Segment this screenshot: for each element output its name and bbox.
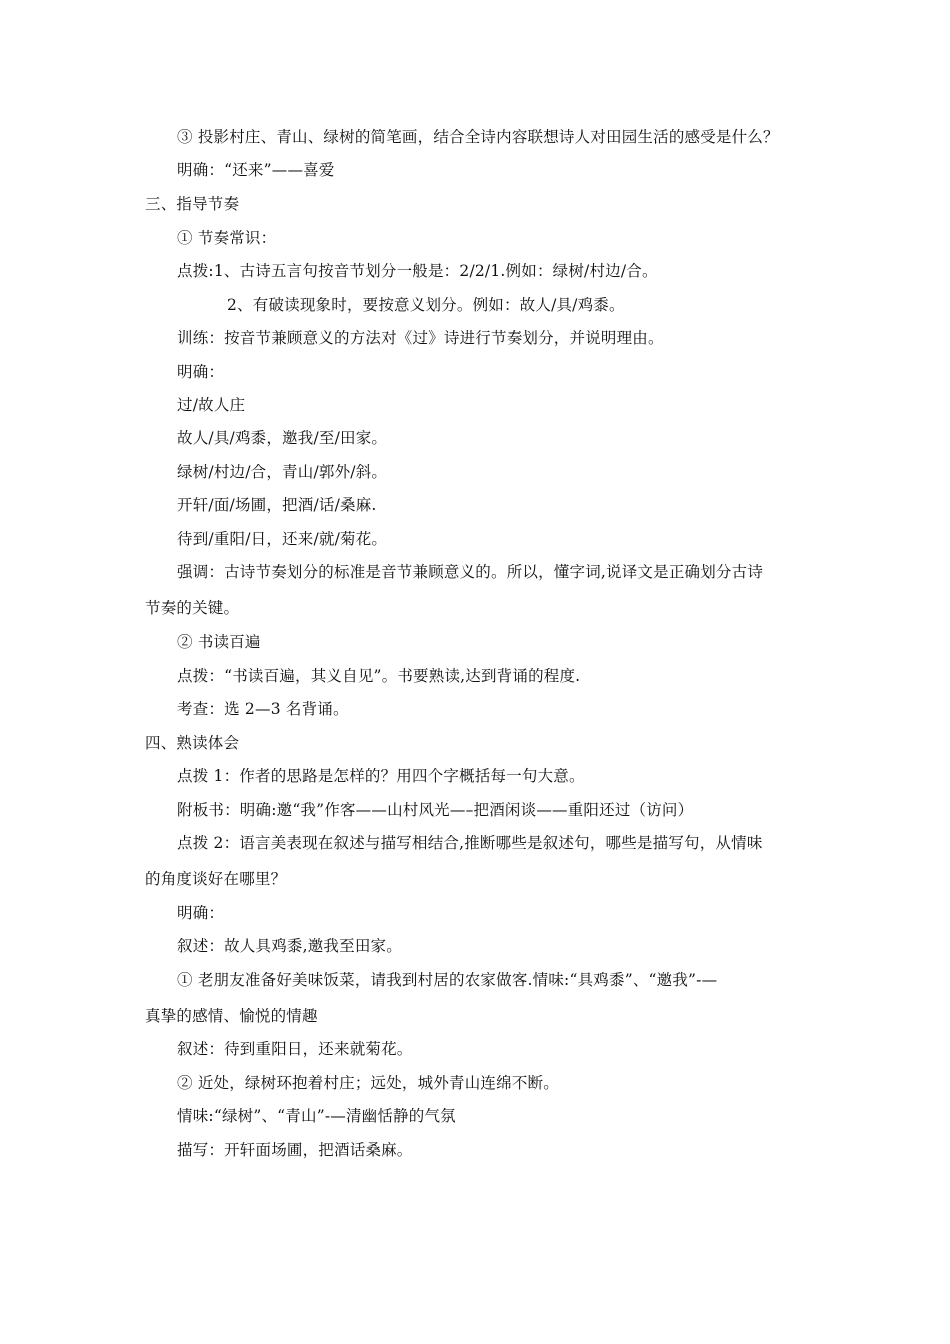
text-line-6: 2、有破读现象时，要按意义划分。例如：故人/具/鸡黍。	[227, 296, 625, 314]
section-heading-3: 三、指导节奏	[145, 195, 240, 213]
text-line-8: 明确：	[177, 363, 225, 381]
text-line-15: 节奏的关键。	[145, 599, 240, 617]
text-line-25: 叙述：故人具鸡黍,邀我至田家。	[177, 937, 402, 955]
text-line-4: ① 节奏常识：	[177, 229, 277, 247]
poem-line-2: 绿树/村边/合，青山/郭外/斜。	[177, 463, 388, 481]
text-line-31: 描写：开轩面场圃，把酒话桑麻。	[177, 1141, 413, 1159]
text-line-22: 点拨 2：语言美表现在叙述与描写相结合,推断哪些是叙述句，哪些是描写句，从情味	[177, 834, 763, 852]
poem-line-4: 待到/重阳/日，还来/就/菊花。	[177, 530, 388, 548]
text-line-2: 明确：“还来”——喜爱	[177, 161, 335, 179]
text-line-1: ③ 投影村庄、青山、绿树的简笔画，结合全诗内容联想诗人对田园生活的感受是什么？	[177, 128, 779, 146]
text-line-27: 真挚的感情、愉悦的情趣	[145, 1007, 318, 1025]
text-line-23: 的角度谈好在哪里？	[145, 870, 287, 888]
text-line-24: 明确：	[177, 904, 225, 922]
section-heading-19: 四、熟读体会	[145, 734, 240, 752]
text-line-26: ① 老朋友准备好美味饭菜，请我到村居的农家做客.情味:“具鸡黍”、“邀我”-—	[177, 971, 718, 989]
text-line-14: 强调：古诗节奏划分的标准是音节兼顾意义的。所以，懂字词,说译文是正确划分古诗	[177, 563, 764, 581]
text-line-21: 附板书：明确:邀“我”作客——山村风光—–把酒闲谈——重阳还过（访问）	[177, 801, 694, 819]
text-line-29: ② 近处，绿树环抱着村庄；远处，城外青山连绵不断。	[177, 1074, 559, 1092]
text-line-5: 点拨:1、古诗五言句按音节划分一般是：2/2/1.例如：绿树/村边/合。	[177, 262, 658, 280]
text-line-18: 考查：选 2—3 名背诵。	[177, 700, 349, 718]
text-line-30: 情味:“绿树”、“青山”-—清幽恬静的气氛	[177, 1107, 456, 1125]
text-line-7: 训练：按音节兼顾意义的方法对《过》诗进行节奏划分，并说明理由。	[177, 329, 664, 347]
poem-line-3: 开轩/面/场圃，把酒/话/桑麻.	[177, 496, 377, 514]
text-line-16: ② 书读百遍	[177, 633, 261, 651]
poem-title: 过/故人庄	[177, 396, 246, 414]
text-line-17: 点拨：“书读百遍，其义自见”。书要熟读,达到背诵的程度.	[177, 667, 581, 685]
text-line-20: 点拨 1：作者的思路是怎样的？用四个字概括每一句大意。	[177, 767, 585, 785]
poem-line-1: 故人/具/鸡黍，邀我/至/田家。	[177, 429, 388, 447]
text-line-28: 叙述：待到重阳日，还来就菊花。	[177, 1040, 413, 1058]
